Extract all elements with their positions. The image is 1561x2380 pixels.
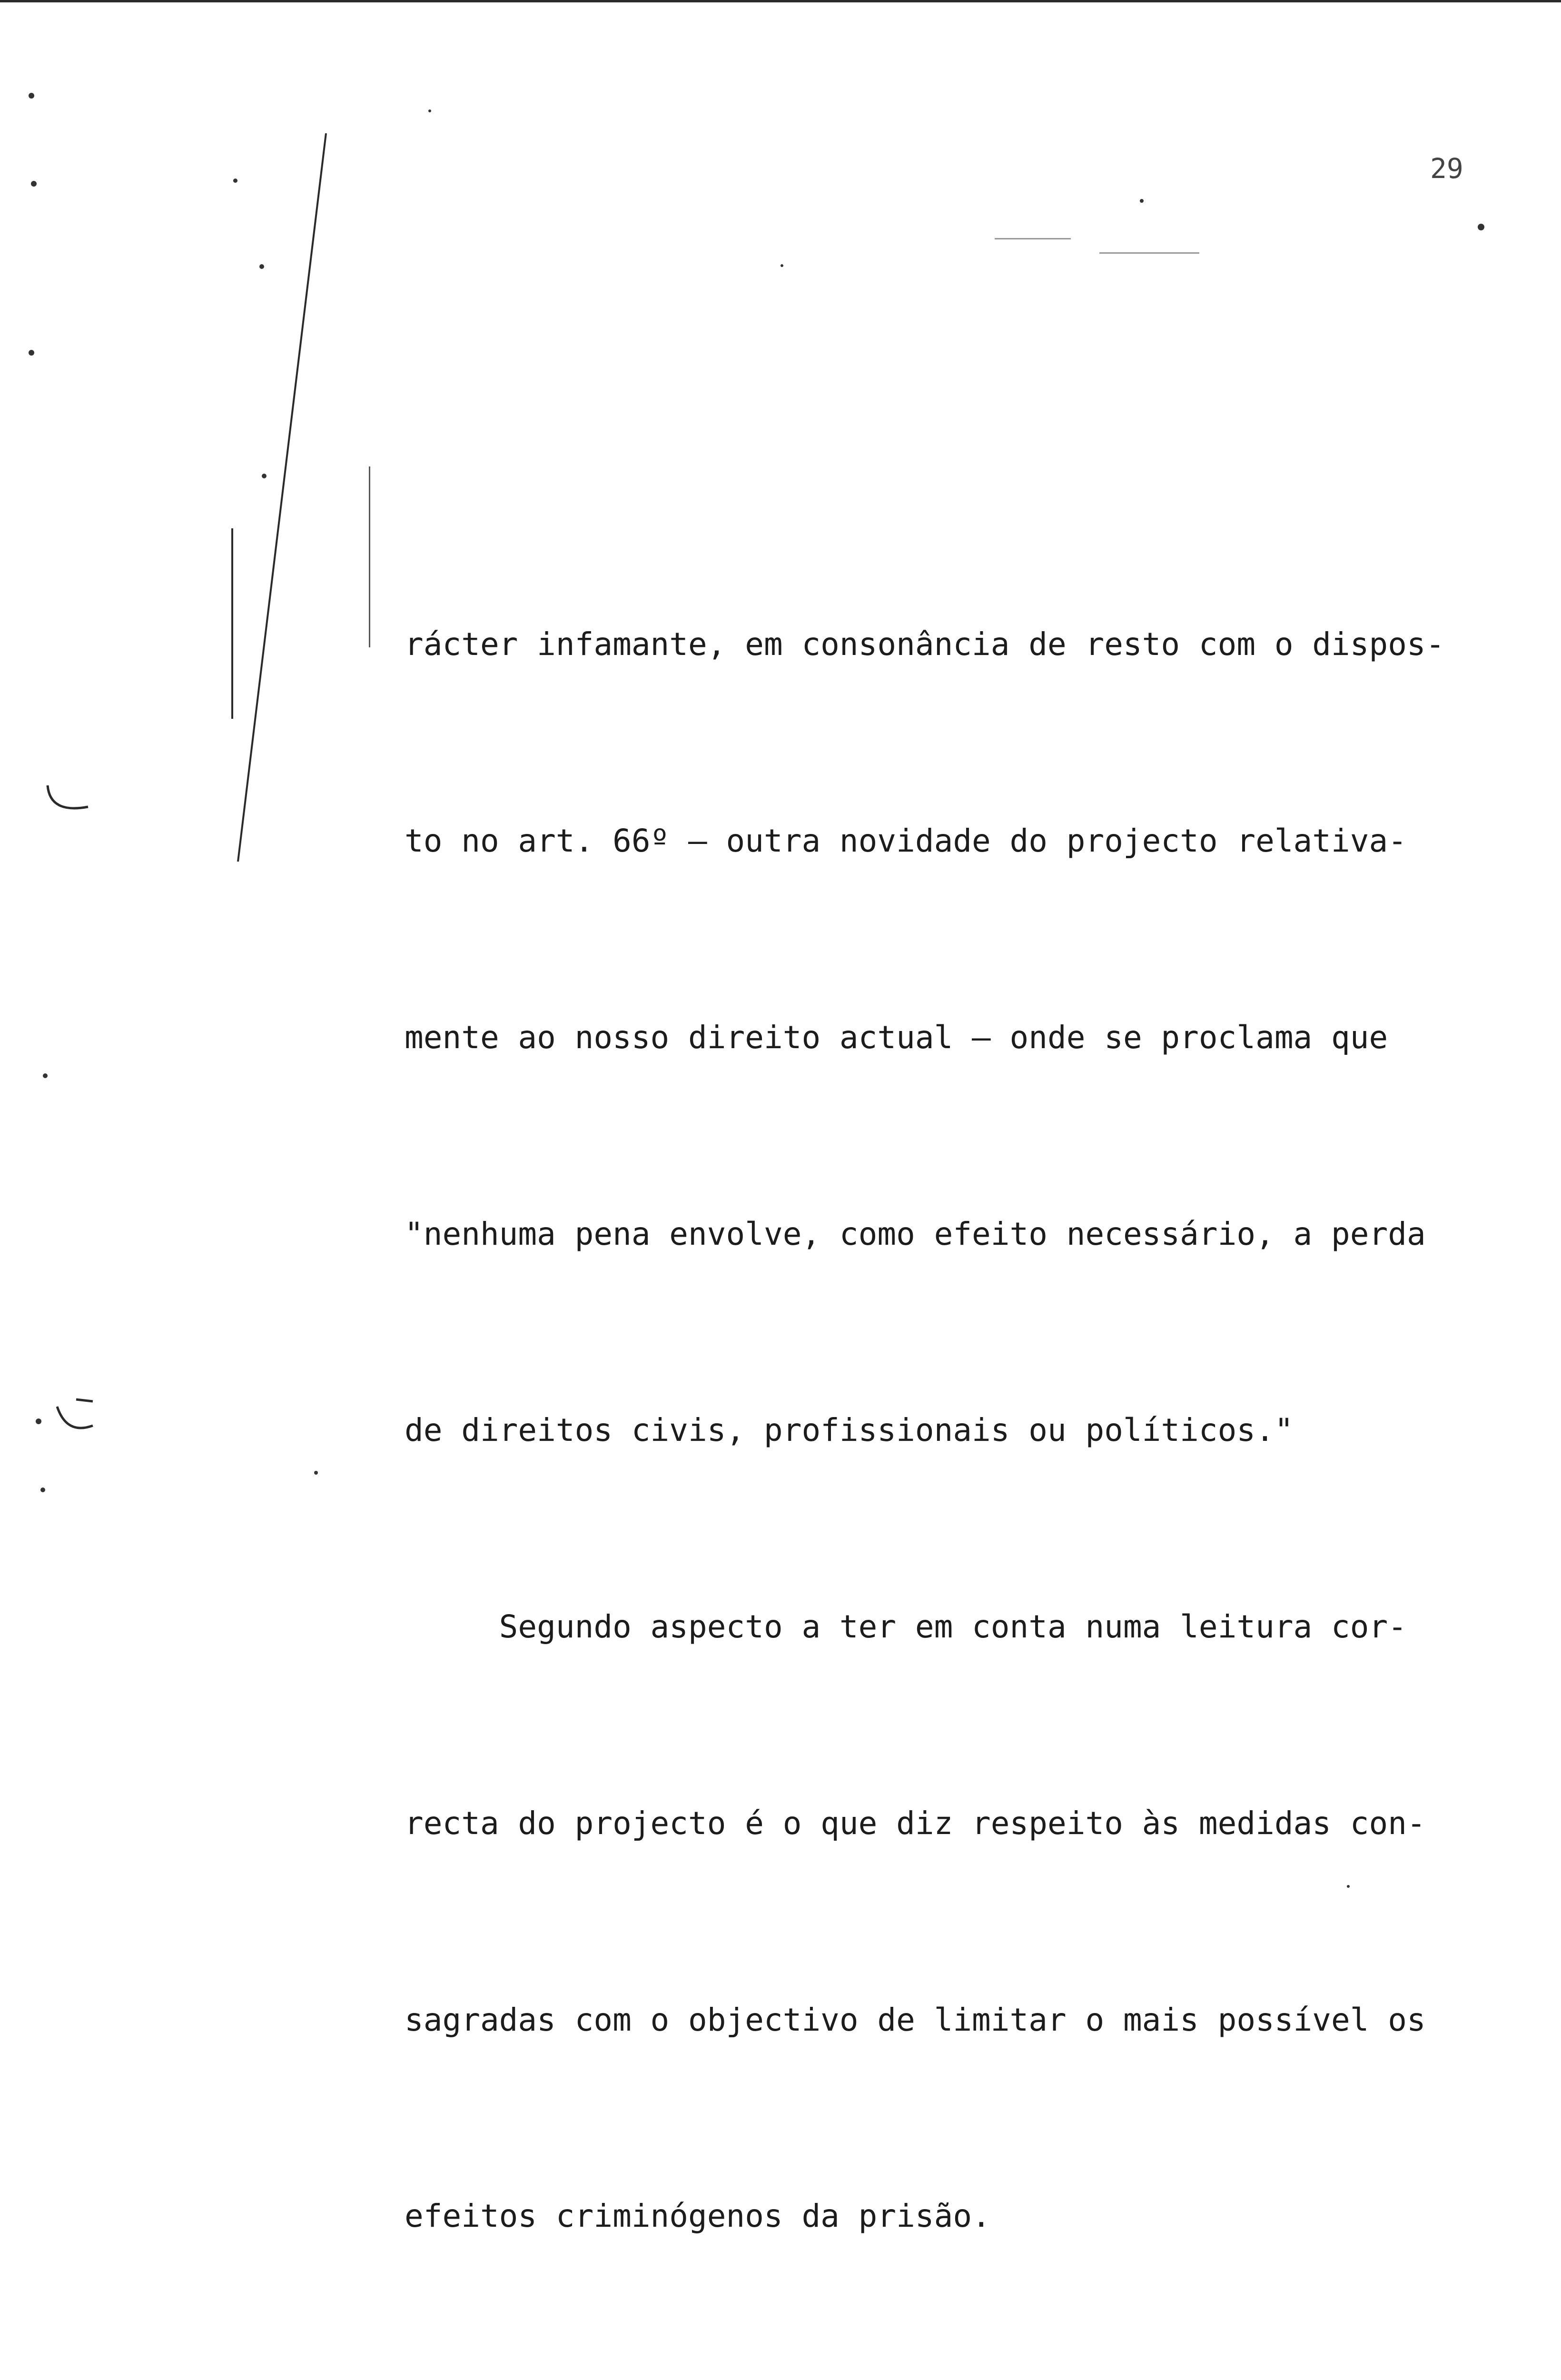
speck bbox=[428, 109, 431, 112]
margin-stroke-short bbox=[369, 466, 370, 647]
paragraph-start-line: Segundo aspecto a ter em conta numa leitura cor- bbox=[405, 1608, 1407, 1646]
text-line: mente ao nosso direito actual — onde se proclama que bbox=[405, 1019, 1388, 1056]
speck bbox=[780, 264, 783, 267]
text-line: sagradas com o objectivo de limitar o mais possível os bbox=[405, 2001, 1426, 2038]
scan-streak bbox=[995, 238, 1071, 239]
speck bbox=[29, 350, 34, 356]
text-line: rácter infamante, em consonância de resto com o dispos- bbox=[405, 626, 1445, 663]
scan-streak bbox=[1099, 252, 1199, 254]
text-line: de direitos civis, profissionais ou políticos." bbox=[405, 1412, 1294, 1449]
body-text bbox=[405, 481, 1523, 2380]
speck bbox=[1478, 224, 1484, 230]
speck bbox=[29, 93, 34, 99]
speck bbox=[43, 1073, 48, 1078]
text-line: to no art. 66º — outra novidade do projecto relativa- bbox=[405, 822, 1407, 859]
speck bbox=[1140, 199, 1144, 203]
margin-curve-mark bbox=[48, 1395, 100, 1442]
margin-stroke-vertical bbox=[231, 528, 233, 719]
speck bbox=[40, 1488, 45, 1492]
speck bbox=[233, 178, 237, 183]
speck bbox=[262, 474, 267, 478]
top-border-rule bbox=[0, 0, 1561, 2]
speck bbox=[36, 1418, 41, 1424]
speck bbox=[31, 181, 37, 187]
page-number: 29 bbox=[1430, 152, 1463, 185]
speck bbox=[259, 264, 264, 269]
text-line: "nenhuma pena envolve, como efeito necessário, a perda bbox=[405, 1215, 1426, 1252]
text-line: recta do projecto é o que diz respeito às medidas con- bbox=[405, 1805, 1426, 1842]
text-line: efeitos criminógenos da prisão. bbox=[405, 2198, 991, 2235]
speck bbox=[314, 1471, 318, 1475]
margin-curve-mark bbox=[43, 781, 95, 823]
margin-stroke-diagonal bbox=[228, 133, 333, 876]
